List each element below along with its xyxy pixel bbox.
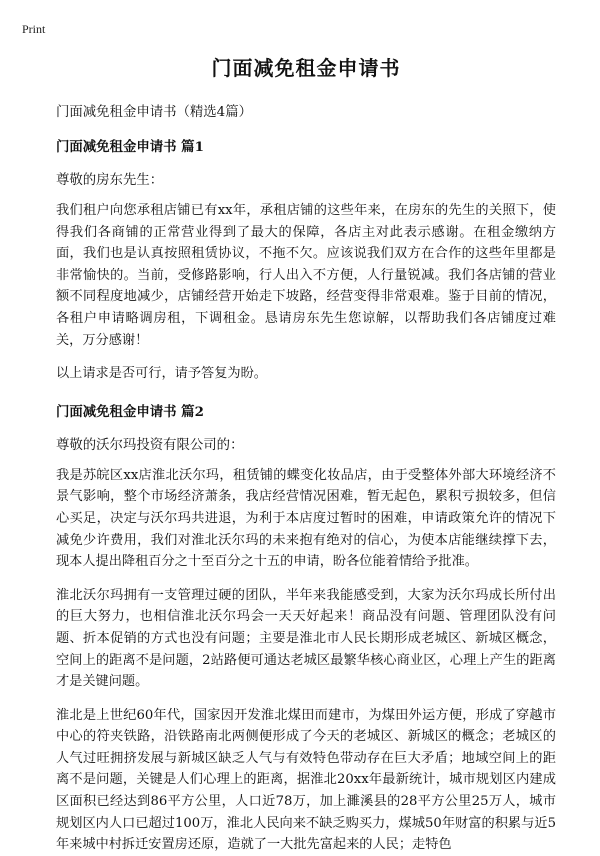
print-link[interactable]: Print [22, 22, 46, 36]
section-1-paragraph-2: 以上请求是否可行，请予答复为盼。 [56, 366, 267, 382]
document-title: 门面减免租金申请书 [211, 56, 401, 80]
section-1-greeting: 尊敬的房东先生： [56, 173, 164, 188]
section-1-paragraph-1: 我们租户向您承租店铺已有xx年，承租店铺的这些年来，在房东的先生的关照下，使得我们各商铺的正常营业得到了最大的保障，各店主对此表示感谢。在租金缴纳方面，我们也是认真按照租赁协议，不拖不欠。应该说我们双方在合作的这些年里都是非常愉快的。当前，受修路影响，行人出入不方便，人行量锐减。我们各店铺的营业额不同程度地减少，店铺经营开始走下坡路，经营变得非常艰难。鉴于目前的情况，各租户申请略调房租，下调租金。恳请房东先生您谅解，以帮助我们各店铺度过难关，万分感谢！ [56, 203, 556, 348]
section-2-heading: 门面减免租金申请书 篇2 [56, 403, 204, 420]
section-2-paragraph-3: 淮北是上世纪60年代，国家因开发淮北煤田而建市，为煤田外运方便，形成了穿越市中心的符夹铁路，沿铁路南北两侧便形成了今天的老城区、新城区的概念；老城区的人气过旺拥挤发展与新城区缺乏人气与有效特色带动存在巨大矛盾；地域空间上的距离不是问题，关键是人们心理上的距离，据淮北20xx年最新统计，城市规划区内建成区面积已经达到86平方公里，人口近78万，加上濉溪县的28平方公里25万人，城市规划区内人口已超过100万，淮北人民向来不缺乏购买力，煤城50年财富的积累与近5年来城中村拆迁安置房还原，造就了一大批先富起来的人民；走特色 [56, 707, 556, 853]
section-2-paragraph-2: 淮北沃尔玛拥有一支管理过硬的团队，半年来我能感受到，大家为沃尔玛成长所付出的巨大努力，也相信淮北沃尔玛会一天天好起来！商品没有问题、管理团队没有问题、折本促销的方式也没有问题；主要是淮北市人民长期形成老城区、新城区概念，空间上的距离不是问题，2站路便可通达老城区最繁华核心商业区，心理上产生的距离才是关键问题。 [56, 587, 556, 690]
section-1-heading: 门面减免租金申请书 篇1 [56, 139, 204, 155]
section-2-paragraph-1: 我是苏皖区xx店淮北沃尔玛，租赁铺的蝶变化妆品店，由于受整体外部大环境经济不景气影响，整个市场经济萧条，我店经营情况困难，暂无起色，累积亏损较多，但信心买足，决定与沃尔玛共进退，为利于本店度过暂时的困难，申请政策允许的情况下减免少许费用，我们对淮北沃尔玛的未来抱有绝对的信心，为使本店能继续撑下去，现本人提出降租百分之十至百分之十五的申请，盼各位能着情给予批准。 [56, 467, 556, 570]
section-2-greeting: 尊敬的沃尔玛投资有限公司的： [56, 437, 244, 453]
document-subtitle: 门面减免租金申请书（精选4篇） [56, 105, 252, 120]
